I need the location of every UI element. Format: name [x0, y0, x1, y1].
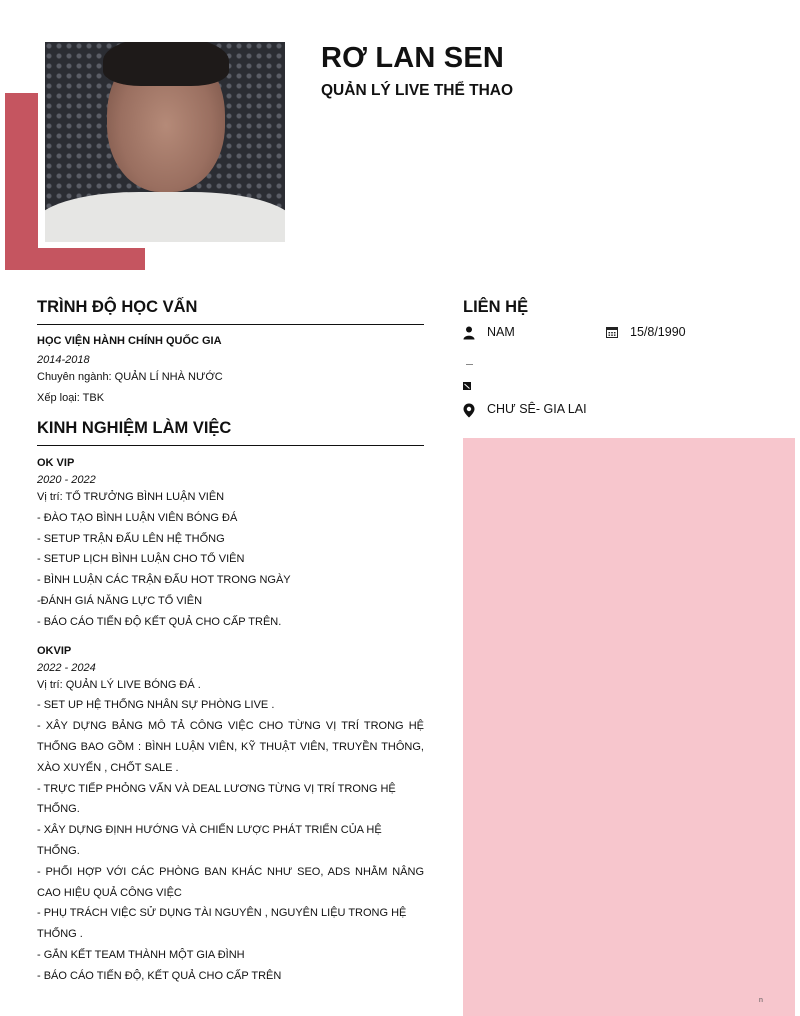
experience-line: - BÁO CÁO TIẾN ĐỘ, KẾT QUẢ CHO CẤP TRÊN [37, 969, 282, 982]
experience-period: 2022 - 2024 [37, 661, 96, 674]
education-period: 2014-2018 [37, 354, 90, 366]
contact-heading: LIÊN HỆ [463, 298, 529, 316]
phone-icon [466, 364, 473, 365]
experience-line: - BÌNH LUẬN CÁC TRẬN ĐẤU HOT TRONG NGÀY [37, 574, 291, 587]
company-name: OKVIP [37, 644, 72, 657]
experience-period: 2020 - 2022 [37, 474, 96, 486]
education-heading: TRÌNH ĐỘ HỌC VẤN [37, 298, 424, 325]
accent-bar-vertical [5, 93, 38, 270]
experience-line: Vị trí: TỔ TRƯỞNG BÌNH LUẬN VIÊN [37, 491, 225, 503]
profile-photo [45, 42, 285, 242]
experience-line: - XÂY DỰNG ĐỊNH HƯỚNG VÀ CHIẾN LƯỢC PHÁT TRIỂN CỦA HỆ THỐNG. [37, 824, 382, 857]
experience-line: - ĐÀO TẠO BÌNH LUẬN VIÊN BÓNG ĐÁ [37, 511, 238, 524]
corner-mark: n [759, 997, 763, 1004]
gender-value: NAM [487, 325, 515, 339]
location-pin-icon [463, 403, 475, 416]
experience-line: - TRỰC TIẾP PHỎNG VẤN VÀ DEAL LƯƠNG TỪNG VỊ TRÍ TRONG HỆ THỐNG. [37, 782, 396, 816]
experience-line: - SETUP TRẬN ĐẤU LÊN HỆ THỐNG [37, 532, 225, 545]
contact-phone [466, 360, 473, 365]
candidate-title: QUẢN LÝ LIVE THỂ THAO [321, 82, 514, 99]
contact-gender [463, 325, 515, 339]
candidate-name: RƠ LAN SEN [321, 42, 505, 74]
person-icon [463, 326, 475, 339]
contact-address [463, 402, 587, 416]
birthday-value: 15/8/1990 [630, 325, 686, 339]
experience-line: - SET UP HỆ THỐNG NHÂN SỰ PHÒNG LIVE . [37, 699, 275, 712]
education-item [37, 334, 424, 408]
experience-line: -ĐÁNH GIÁ NĂNG LỰC TỔ VIÊN [37, 594, 203, 607]
email-icon [463, 379, 471, 393]
accent-bar-horizontal [5, 248, 145, 270]
photo-hair [103, 42, 229, 86]
education-grade: Xếp loại: TBK [37, 391, 105, 404]
contact-email [463, 379, 471, 393]
experience-line: - SETUP LỊCH BÌNH LUẬN CHO TỔ VIÊN [37, 553, 245, 566]
experience-heading: KINH NGHIỆM LÀM VIỆC [37, 419, 424, 446]
experience-line: - PHỤ TRÁCH VIỆC SỬ DỤNG TÀI NGUYÊN , NGUYÊN LIỆU TRONG HỆ THỐNG . [37, 907, 407, 941]
left-column [37, 298, 424, 987]
experience-line: - PHỐI HỢP VỚI CÁC PHÒNG BAN KHÁC NHƯ SEO, ADS NHẰM NÂNG CAO HIỆU QUẢ CÔNG VIỆC [37, 865, 424, 899]
education-major: Chuyên ngành: QUẢN LÍ NHÀ NƯỚC [37, 371, 223, 383]
sidebar-decorative-box [463, 438, 795, 1016]
calendar-icon [606, 326, 618, 339]
experience-item [37, 456, 424, 633]
school-name: HỌC VIỆN HÀNH CHÍNH QUỐC GIA [37, 335, 222, 347]
experience-line: - XÂY DỰNG BẢNG MÔ TẢ CÔNG VIỆC CHO TỪNG VỊ TRÍ TRONG HỆ THỐNG BAO GỒM : BÌNH LUẬN VIÊN, KỸ THUẬT VIÊN, TRUYỀN THÔNG, XÀO XUYẾN , CHỐT SALE . [37, 720, 424, 774]
experience-item [37, 644, 424, 987]
company-name: OK VIP [37, 457, 75, 469]
experience-line: - BÁO CÁO TIẾN ĐỘ KẾT QUẢ CHO CẤP TRÊN. [37, 615, 282, 628]
photo-shirt [45, 192, 285, 242]
experience-line: Vị trí: QUẢN LÝ LIVE BÓNG ĐÁ . [37, 678, 201, 691]
experience-line: - GẮN KẾT TEAM THÀNH MỘT GIA ĐÌNH [37, 948, 245, 961]
contact-birthday [606, 325, 686, 339]
address-value: CHƯ SÊ- GIA LAI [487, 402, 587, 416]
